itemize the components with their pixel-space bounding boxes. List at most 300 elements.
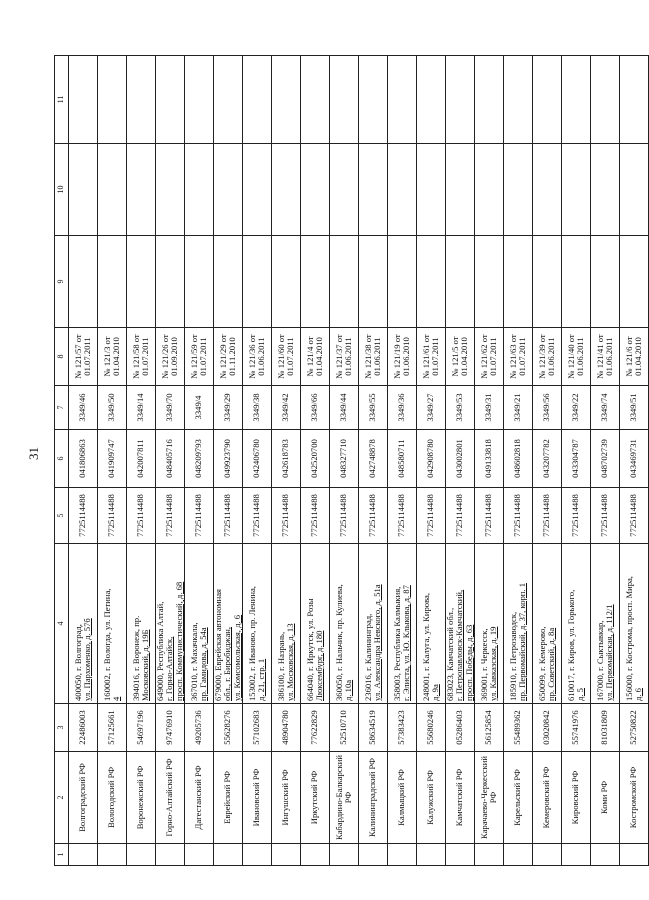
cell-code: 77622829: [301, 704, 330, 752]
certificate-line: № 121/60 от: [275, 334, 286, 379]
cell-col1: [562, 844, 591, 866]
cell-kpp: 048209793: [185, 430, 214, 488]
cell-col10: [243, 144, 272, 236]
page-number: 31: [26, 447, 41, 460]
cell-col10: [417, 144, 446, 236]
cell-inn: 7725114488: [620, 488, 649, 544]
cell-inn: 7725114488: [417, 488, 446, 544]
table-row: [562, 56, 591, 866]
cell-col7: 3349/44: [330, 386, 359, 430]
cell-col7: 3349/31: [475, 386, 504, 430]
cell-col1: [214, 844, 243, 866]
address-line: д. 10а: [343, 679, 353, 701]
cell-col10: [301, 144, 330, 236]
cell-col1: [504, 844, 533, 866]
cell-certificate: [330, 328, 359, 386]
cell-address: [272, 544, 301, 704]
cell-col7: 3349/66: [301, 386, 330, 430]
table-row: [243, 56, 272, 866]
cell-col9: [214, 236, 243, 328]
cell-col1: [388, 844, 417, 866]
address-line: просп. Победы, д. 63: [463, 624, 474, 701]
col-header-7: 7: [55, 386, 69, 430]
cell-address: [243, 544, 272, 704]
cell-col9: [562, 236, 591, 328]
cell-col11: [533, 56, 562, 144]
cell-address: [562, 544, 591, 704]
cell-code: 97476910: [156, 704, 185, 752]
cell-col11: [562, 56, 591, 144]
cell-code: 81031809: [591, 704, 620, 752]
col-header-10: 10: [55, 144, 69, 236]
certificate-line: № 121/19 от: [391, 334, 402, 379]
cell-address: [98, 544, 127, 704]
cell-region: Коми РФ: [591, 752, 620, 844]
cell-certificate: [301, 328, 330, 386]
col-header-3: 3: [55, 704, 69, 752]
certificate-line: 01.06.2011: [546, 337, 556, 376]
certificate-line: 01.07.2011: [198, 337, 208, 376]
address-line: 236016, г. Калининград,: [362, 613, 373, 701]
cell-address: [185, 544, 214, 704]
cell-address: [359, 544, 388, 704]
cell-code: 03020842: [533, 704, 562, 752]
cell-col7: 3349/4: [185, 386, 214, 430]
table-row: [504, 56, 533, 866]
col-header-4: 4: [55, 544, 69, 704]
cell-inn: 7725114488: [301, 488, 330, 544]
cell-col11: [156, 56, 185, 144]
cell-col7: 3349/51: [620, 386, 649, 430]
cell-inn: 7725114488: [475, 488, 504, 544]
address-line: 360050, г. Нальчик, пр. Кулиева,: [333, 584, 344, 701]
header-row: [55, 56, 69, 866]
cell-col7: 3349/42: [272, 386, 301, 430]
cell-col1: [620, 844, 649, 866]
cell-code: 57383423: [388, 704, 417, 752]
certificate-line: № 121/29 от: [217, 334, 228, 379]
cell-col10: [272, 144, 301, 236]
cell-kpp: 041806863: [69, 430, 98, 488]
cell-certificate: [359, 328, 388, 386]
certificate-line: № 121/58 от: [130, 334, 141, 379]
cell-col7: 3349/55: [359, 386, 388, 430]
cell-col10: [330, 144, 359, 236]
cell-col1: [475, 844, 504, 866]
address-line: 610017, г. Киров, ул. Горького,: [565, 589, 576, 701]
address-line: обл., г. Биробиджан,: [222, 626, 233, 701]
certificate-line: № 121/3 от: [101, 336, 112, 377]
cell-certificate: [156, 328, 185, 386]
address-line: пр. Гамидова, д. 54а: [198, 627, 208, 701]
cell-col9: [156, 236, 185, 328]
cell-kpp: 043304787: [562, 430, 591, 488]
address-line: г. Горно-Алтайск,: [164, 636, 175, 701]
cell-code: 22486003: [69, 704, 98, 752]
cell-inn: 7725114488: [98, 488, 127, 544]
address-line: 394016, г. Воронеж, пр.: [130, 615, 141, 701]
cell-certificate: [388, 328, 417, 386]
cell-inn: 7725114488: [446, 488, 475, 544]
cell-code: 52750822: [620, 704, 649, 752]
cell-code: 55680246: [417, 704, 446, 752]
address-line: пр. Первомайский, д. 37, корп. 1: [517, 582, 527, 701]
cell-region: Камчатский РФ: [446, 752, 475, 844]
cell-address: [417, 544, 446, 704]
table-row: [620, 56, 649, 866]
cell-col7: 3349/53: [446, 386, 475, 430]
cell-kpp: 049133818: [475, 430, 504, 488]
cell-region: Карельский РФ: [504, 752, 533, 844]
cell-col11: [417, 56, 446, 144]
cell-certificate: [504, 328, 533, 386]
cell-col11: [301, 56, 330, 144]
cell-certificate: [69, 328, 98, 386]
table-row: [127, 56, 156, 866]
address-line: 683023, Камчатский обл.,: [445, 607, 456, 701]
rotated-table-container: [26, 56, 643, 866]
address-line: ул. Пархоменко, д. 57б: [82, 618, 92, 701]
table-row: [156, 56, 185, 866]
table-row: [330, 56, 359, 866]
cell-kpp: 043002801: [446, 430, 475, 488]
table-row: [388, 56, 417, 866]
cell-code: 48904780: [272, 704, 301, 752]
col-header-1: 1: [55, 844, 69, 866]
cell-col10: [156, 144, 185, 236]
cell-col10: [475, 144, 504, 236]
cell-inn: 7725114488: [243, 488, 272, 544]
cell-col11: [98, 56, 127, 144]
col-header-9: 9: [55, 236, 69, 328]
cell-col7: 3349/14: [127, 386, 156, 430]
cell-address: [127, 544, 156, 704]
cell-inn: 7725114488: [533, 488, 562, 544]
cell-col10: [533, 144, 562, 236]
cell-inn: 7725114488: [185, 488, 214, 544]
cell-kpp: 048580711: [388, 430, 417, 488]
certificate-line: № 121/36 от: [246, 334, 257, 379]
certificate-line: 01.07.2011: [517, 337, 527, 376]
address-line: ул. Александра Невского, д. 51а: [372, 584, 382, 701]
cell-code: 55741976: [562, 704, 591, 752]
cell-col1: [330, 844, 359, 866]
cell-col9: [446, 236, 475, 328]
cell-kpp: 042618783: [272, 430, 301, 488]
cell-col7: 3349/22: [562, 386, 591, 430]
certificate-line: 01.07.2011: [82, 337, 92, 376]
address-line: ул. Кавказская, д. 19: [488, 626, 498, 701]
cell-kpp: 043207782: [533, 430, 562, 488]
cell-code: 58634519: [359, 704, 388, 752]
cell-col11: [359, 56, 388, 144]
cell-kpp: 048602818: [504, 430, 533, 488]
table-row: [98, 56, 127, 866]
cell-col10: [446, 144, 475, 236]
cell-inn: 7725114488: [359, 488, 388, 544]
certificate-line: 01.04.2010: [459, 337, 469, 376]
cell-col11: [446, 56, 475, 144]
address-line: 679000, Еврейская автономная: [213, 588, 224, 701]
address-line: 156000, г. Кострома, просп. Мира,: [623, 576, 634, 701]
cell-inn: 7725114488: [330, 488, 359, 544]
certificate-line: № 121/59 от: [188, 334, 199, 379]
cell-region: Дагестанский РФ: [185, 752, 214, 844]
cell-region: Кабардино-Балкарский РФ: [330, 752, 359, 844]
certificate-line: 01.04.2010: [111, 337, 121, 376]
cell-address: [446, 544, 475, 704]
address-line: 153002, г. Иваново, пр. Ленина,: [246, 586, 257, 701]
certificate-line: 01.06.2011: [372, 337, 382, 376]
certificate-line: 01.07.2011: [285, 337, 295, 376]
cell-certificate: [272, 328, 301, 386]
address-line: 369001, г. Черкесск,: [478, 628, 489, 701]
cell-certificate: [185, 328, 214, 386]
certificate-line: 01.06.2011: [604, 337, 614, 376]
cell-region: Вологодский РФ: [98, 752, 127, 844]
address-line: г. Элиста, ул. Ю. Клыкова, д. 87: [401, 585, 411, 701]
address-line: 358003, Республика Калмыкия,: [391, 586, 402, 701]
cell-code: 57102683: [243, 704, 272, 752]
cell-certificate: [214, 328, 243, 386]
certificate-line: 01.06.2011: [256, 337, 266, 376]
cell-certificate: [243, 328, 272, 386]
cell-address: [533, 544, 562, 704]
cell-col9: [417, 236, 446, 328]
cell-region: Ингушский РФ: [272, 752, 301, 844]
address-line: д. 21, стр. 1: [256, 658, 266, 701]
cell-col10: [562, 144, 591, 236]
address-line: д. 9а: [430, 684, 440, 701]
cell-col7: 3349/27: [417, 386, 446, 430]
cell-kpp: 043469731: [620, 430, 649, 488]
cell-col9: [475, 236, 504, 328]
address-line: д. 5: [575, 688, 585, 701]
cell-address: [69, 544, 98, 704]
table-row: [446, 56, 475, 866]
registry-table: [54, 55, 649, 866]
certificate-line: № 121/40 от: [565, 334, 576, 379]
col-header-5: 5: [55, 488, 69, 544]
certificate-line: № 121/39 от: [536, 334, 547, 379]
cell-inn: 7725114488: [388, 488, 417, 544]
cell-col1: [301, 844, 330, 866]
cell-certificate: [475, 328, 504, 386]
cell-address: [591, 544, 620, 704]
cell-col1: [185, 844, 214, 866]
certificate-line: № 121/38 от: [362, 334, 373, 379]
cell-inn: 7725114488: [562, 488, 591, 544]
cell-col10: [620, 144, 649, 236]
certificate-line: № 121/63 от: [507, 334, 518, 379]
cell-col9: [243, 236, 272, 328]
cell-col10: [214, 144, 243, 236]
cell-inn: 7725114488: [504, 488, 533, 544]
cell-region: Еврейский РФ: [214, 752, 243, 844]
address-line: 386100, г. Назрань,: [275, 631, 286, 701]
cell-certificate: [98, 328, 127, 386]
address-line: пр. Советский, д. 8а: [546, 627, 556, 701]
cell-col1: [446, 844, 475, 866]
cell-region: Калужский РФ: [417, 752, 446, 844]
cell-region: Калининградский РФ: [359, 752, 388, 844]
address-line: 367010, г. Махачкала,: [188, 622, 199, 701]
table-row: [185, 56, 214, 866]
cell-col11: [330, 56, 359, 144]
cell-col7: 3349/46: [69, 386, 98, 430]
cell-certificate: [620, 328, 649, 386]
cell-region: Волгоградский РФ: [69, 752, 98, 844]
certificate-line: № 121/62 от: [478, 334, 489, 379]
cell-col11: [504, 56, 533, 144]
table-row: [214, 56, 243, 866]
table-row: [591, 56, 620, 866]
cell-col10: [98, 144, 127, 236]
certificate-line: 01.07.2011: [488, 337, 498, 376]
cell-inn: 7725114488: [214, 488, 243, 544]
cell-col10: [388, 144, 417, 236]
address-line: 4: [111, 696, 121, 701]
cell-code: 05286403: [446, 704, 475, 752]
cell-address: [475, 544, 504, 704]
certificate-line: № 121/26 от: [159, 334, 170, 379]
table-row: [359, 56, 388, 866]
cell-region: Кемеровский РФ: [533, 752, 562, 844]
table-row: [417, 56, 446, 866]
cell-region: Калмыцкий РФ: [388, 752, 417, 844]
cell-address: [330, 544, 359, 704]
cell-col7: 3349/50: [98, 386, 127, 430]
certificate-line: № 121/4 от: [304, 336, 315, 377]
table-row: [301, 56, 330, 866]
cell-kpp: 049923790: [214, 430, 243, 488]
certificate-line: № 121/57 от: [72, 334, 83, 379]
certificate-line: 01.06.2011: [575, 337, 585, 376]
cell-col1: [98, 844, 127, 866]
cell-col9: [127, 236, 156, 328]
col-header-6: 6: [55, 430, 69, 488]
cell-inn: 7725114488: [591, 488, 620, 544]
cell-certificate: [591, 328, 620, 386]
cell-col10: [504, 144, 533, 236]
cell-col7: 3349/29: [214, 386, 243, 430]
certificate-line: 01.07.2011: [140, 337, 150, 376]
certificate-line: 01.04.2010: [314, 337, 324, 376]
cell-col9: [620, 236, 649, 328]
address-line: просп. Коммунистический, д. 68: [173, 581, 184, 701]
cell-col7: 3349/21: [504, 386, 533, 430]
cell-kpp: 042748878: [359, 430, 388, 488]
cell-col11: [214, 56, 243, 144]
cell-address: [214, 544, 243, 704]
cell-col10: [185, 144, 214, 236]
cell-col9: [98, 236, 127, 328]
cell-address: [301, 544, 330, 704]
cell-col11: [127, 56, 156, 144]
address-line: г. Петропавловск-Камчатский,: [454, 589, 465, 701]
cell-col10: [591, 144, 620, 236]
cell-col9: [388, 236, 417, 328]
table-row: [475, 56, 504, 866]
table-row: [272, 56, 301, 866]
cell-certificate: [533, 328, 562, 386]
cell-col1: [127, 844, 156, 866]
cell-kpp: 048405716: [156, 430, 185, 488]
cell-inn: 7725114488: [272, 488, 301, 544]
cell-address: [504, 544, 533, 704]
address-line: 649000, Республика Алтай,: [155, 601, 166, 701]
certificate-line: 01.09.2010: [169, 337, 179, 376]
cell-col11: [185, 56, 214, 144]
certificate-line: 01.07.2011: [430, 337, 440, 376]
cell-address: [156, 544, 185, 704]
cell-col9: [359, 236, 388, 328]
cell-col7: 3349/36: [388, 386, 417, 430]
cell-col9: [533, 236, 562, 328]
cell-col9: [185, 236, 214, 328]
cell-kpp: 042520700: [301, 430, 330, 488]
cell-col11: [591, 56, 620, 144]
cell-col7: 3349/38: [243, 386, 272, 430]
cell-kpp: 042908780: [417, 430, 446, 488]
certificate-line: 01.06.2011: [343, 337, 353, 376]
cell-col1: [417, 844, 446, 866]
cell-col1: [533, 844, 562, 866]
cell-col1: [156, 844, 185, 866]
cell-col9: [301, 236, 330, 328]
cell-col10: [359, 144, 388, 236]
address-line: ул. Первомайская, д. 112/1: [604, 604, 614, 701]
cell-region: Костромской РФ: [620, 752, 649, 844]
cell-col7: 3349/70: [156, 386, 185, 430]
address-line: Московский, д. 19Б: [140, 629, 150, 701]
cell-col7: 3349/74: [591, 386, 620, 430]
cell-col1: [69, 844, 98, 866]
address-line: 160002, г. Вологда, ул. Петина,: [101, 588, 112, 701]
cell-col1: [243, 844, 272, 866]
certificate-line: 01.04.2010: [633, 337, 643, 376]
table-row: [69, 56, 98, 866]
cell-col9: [591, 236, 620, 328]
cell-kpp: 042406780: [243, 430, 272, 488]
cell-certificate: [417, 328, 446, 386]
cell-address: [620, 544, 649, 704]
table-body: [69, 56, 649, 866]
address-line: 650099, г. Кемерово,: [536, 626, 547, 701]
address-line: ул. Комсомольская, д. 6: [231, 614, 242, 701]
cell-code: 54697196: [127, 704, 156, 752]
cell-col11: [243, 56, 272, 144]
address-line: 185910, г. Петрозаводск,: [507, 611, 518, 701]
cell-code: 56125854: [475, 704, 504, 752]
cell-col1: [591, 844, 620, 866]
cell-address: [388, 544, 417, 704]
cell-col9: [330, 236, 359, 328]
address-line: 664040, г. Иркутск, ул. Розы: [304, 598, 315, 701]
cell-col10: [127, 144, 156, 236]
address-line: 248001, г. Калуга, ул. Кирова,: [420, 593, 431, 701]
cell-inn: 7725114488: [156, 488, 185, 544]
cell-col11: [388, 56, 417, 144]
cell-col10: [69, 144, 98, 236]
cell-col9: [272, 236, 301, 328]
cell-certificate: [127, 328, 156, 386]
cell-certificate: [446, 328, 475, 386]
cell-col11: [475, 56, 504, 144]
certificate-line: 01.11.2010: [227, 337, 237, 376]
address-line: 167000, г. Сыктывкар,: [594, 620, 605, 701]
cell-inn: 7725114488: [69, 488, 98, 544]
